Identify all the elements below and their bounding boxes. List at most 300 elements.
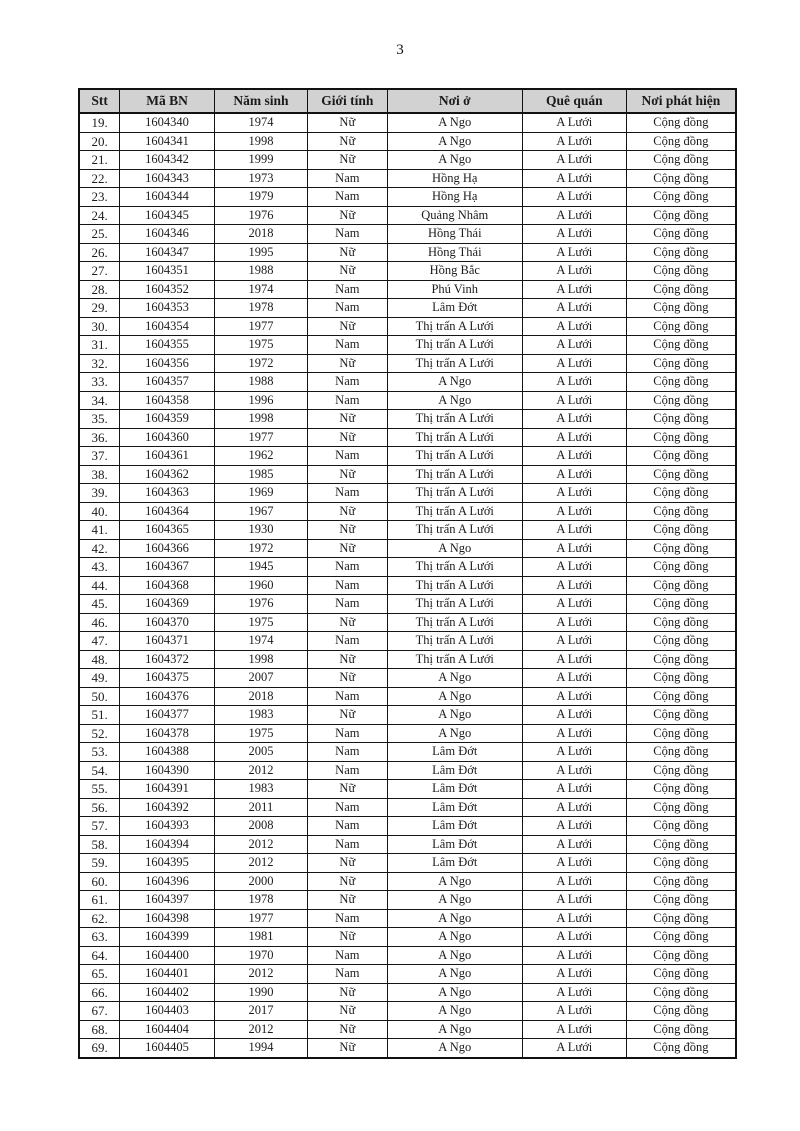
cell-noi-phat-hien: Cộng đồng	[626, 706, 736, 725]
cell-que-quan: A Lưới	[522, 113, 626, 132]
cell-nam-sinh: 1988	[214, 262, 307, 281]
cell-nam-sinh: 1974	[214, 113, 307, 132]
cell-que-quan: A Lưới	[522, 280, 626, 299]
cell-noi-o: Thị trấn A Lưới	[387, 317, 522, 336]
table-row	[79, 613, 736, 632]
cell-nam-sinh: 1978	[214, 891, 307, 910]
cell-ma-bn: 1604346	[120, 225, 215, 244]
cell-que-quan: A Lưới	[522, 650, 626, 669]
cell-stt: 63.	[79, 928, 120, 947]
cell-nam-sinh: 2011	[214, 798, 307, 817]
table-row	[79, 706, 736, 725]
cell-noi-phat-hien: Cộng đồng	[626, 872, 736, 891]
cell-noi-o: A Ngo	[387, 151, 522, 170]
cell-gioi-tinh: Nữ	[308, 262, 387, 281]
table-row	[79, 317, 736, 336]
cell-noi-o: Hồng Hạ	[387, 169, 522, 188]
cell-ma-bn: 1604394	[120, 835, 215, 854]
cell-ma-bn: 1604403	[120, 1002, 215, 1021]
table-row	[79, 447, 736, 466]
table-row	[79, 891, 736, 910]
cell-noi-phat-hien: Cộng đồng	[626, 632, 736, 651]
cell-nam-sinh: 2017	[214, 1002, 307, 1021]
cell-noi-phat-hien: Cộng đồng	[626, 761, 736, 780]
cell-noi-phat-hien: Cộng đồng	[626, 539, 736, 558]
cell-stt: 40.	[79, 502, 120, 521]
cell-nam-sinh: 2012	[214, 761, 307, 780]
table-row	[79, 1020, 736, 1039]
cell-noi-phat-hien: Cộng đồng	[626, 354, 736, 373]
cell-gioi-tinh: Nữ	[308, 854, 387, 873]
cell-que-quan: A Lưới	[522, 188, 626, 207]
table-row	[79, 872, 736, 891]
cell-stt: 31.	[79, 336, 120, 355]
cell-ma-bn: 1604402	[120, 983, 215, 1002]
cell-noi-o: Thị trấn A Lưới	[387, 558, 522, 577]
cell-noi-phat-hien: Cộng đồng	[626, 835, 736, 854]
cell-nam-sinh: 2012	[214, 1020, 307, 1039]
cell-ma-bn: 1604347	[120, 243, 215, 262]
cell-noi-o: Lâm Đớt	[387, 817, 522, 836]
cell-gioi-tinh: Nữ	[308, 1020, 387, 1039]
cell-gioi-tinh: Nam	[308, 280, 387, 299]
cell-noi-o: A Ngo	[387, 706, 522, 725]
cell-stt: 27.	[79, 262, 120, 281]
cell-nam-sinh: 1995	[214, 243, 307, 262]
cell-noi-o: A Ngo	[387, 965, 522, 984]
cell-stt: 51.	[79, 706, 120, 725]
table-row	[79, 410, 736, 429]
cell-que-quan: A Lưới	[522, 391, 626, 410]
cell-ma-bn: 1604343	[120, 169, 215, 188]
table-row	[79, 169, 736, 188]
cell-stt: 69.	[79, 1039, 120, 1058]
cell-nam-sinh: 1977	[214, 317, 307, 336]
cell-gioi-tinh: Nam	[308, 169, 387, 188]
cell-noi-o: A Ngo	[387, 872, 522, 891]
cell-stt: 47.	[79, 632, 120, 651]
cell-ma-bn: 1604361	[120, 447, 215, 466]
cell-gioi-tinh: Nữ	[308, 613, 387, 632]
cell-gioi-tinh: Nam	[308, 447, 387, 466]
cell-que-quan: A Lưới	[522, 965, 626, 984]
table-row	[79, 835, 736, 854]
cell-gioi-tinh: Nữ	[308, 1039, 387, 1058]
cell-gioi-tinh: Nam	[308, 724, 387, 743]
cell-gioi-tinh: Nữ	[308, 539, 387, 558]
cell-noi-phat-hien: Cộng đồng	[626, 965, 736, 984]
table-row	[79, 595, 736, 614]
cell-que-quan: A Lưới	[522, 687, 626, 706]
cell-ma-bn: 1604358	[120, 391, 215, 410]
cell-stt: 32.	[79, 354, 120, 373]
table-row	[79, 188, 736, 207]
cell-nam-sinh: 2007	[214, 669, 307, 688]
cell-gioi-tinh: Nữ	[308, 151, 387, 170]
table-row	[79, 206, 736, 225]
cell-stt: 42.	[79, 539, 120, 558]
cell-stt: 59.	[79, 854, 120, 873]
patient-list-table	[78, 88, 737, 1059]
cell-noi-phat-hien: Cộng đồng	[626, 113, 736, 132]
cell-noi-o: Lâm Đớt	[387, 835, 522, 854]
cell-noi-o: Lâm Đớt	[387, 299, 522, 318]
cell-noi-phat-hien: Cộng đồng	[626, 817, 736, 836]
header-row	[79, 89, 736, 113]
cell-stt: 45.	[79, 595, 120, 614]
cell-que-quan: A Lưới	[522, 1020, 626, 1039]
cell-stt: 24.	[79, 206, 120, 225]
cell-ma-bn: 1604351	[120, 262, 215, 281]
cell-que-quan: A Lưới	[522, 521, 626, 540]
cell-nam-sinh: 2012	[214, 965, 307, 984]
cell-ma-bn: 1604359	[120, 410, 215, 429]
cell-noi-o: Lâm Đớt	[387, 854, 522, 873]
cell-stt: 20.	[79, 132, 120, 151]
cell-que-quan: A Lưới	[522, 669, 626, 688]
cell-noi-o: Thị trấn A Lưới	[387, 650, 522, 669]
cell-noi-phat-hien: Cộng đồng	[626, 854, 736, 873]
cell-que-quan: A Lưới	[522, 983, 626, 1002]
table-row	[79, 576, 736, 595]
cell-noi-phat-hien: Cộng đồng	[626, 188, 736, 207]
table-body	[79, 113, 736, 1058]
cell-ma-bn: 1604362	[120, 465, 215, 484]
cell-que-quan: A Lưới	[522, 336, 626, 355]
cell-nam-sinh: 1969	[214, 484, 307, 503]
cell-gioi-tinh: Nữ	[308, 113, 387, 132]
table-row	[79, 539, 736, 558]
cell-nam-sinh: 1998	[214, 132, 307, 151]
cell-nam-sinh: 1996	[214, 391, 307, 410]
cell-ma-bn: 1604363	[120, 484, 215, 503]
cell-noi-phat-hien: Cộng đồng	[626, 243, 736, 262]
cell-noi-phat-hien: Cộng đồng	[626, 891, 736, 910]
cell-ma-bn: 1604355	[120, 336, 215, 355]
cell-nam-sinh: 1975	[214, 336, 307, 355]
cell-ma-bn: 1604393	[120, 817, 215, 836]
cell-noi-phat-hien: Cộng đồng	[626, 280, 736, 299]
page-number: 3	[396, 42, 404, 58]
cell-noi-phat-hien: Cộng đồng	[626, 743, 736, 762]
cell-noi-o: Thị trấn A Lưới	[387, 428, 522, 447]
cell-noi-phat-hien: Cộng đồng	[626, 410, 736, 429]
cell-noi-o: Hồng Thái	[387, 225, 522, 244]
cell-que-quan: A Lưới	[522, 428, 626, 447]
cell-noi-phat-hien: Cộng đồng	[626, 502, 736, 521]
cell-noi-o: A Ngo	[387, 928, 522, 947]
cell-gioi-tinh: Nam	[308, 484, 387, 503]
cell-gioi-tinh: Nữ	[308, 780, 387, 799]
cell-noi-o: A Ngo	[387, 909, 522, 928]
cell-que-quan: A Lưới	[522, 447, 626, 466]
cell-nam-sinh: 1975	[214, 724, 307, 743]
cell-gioi-tinh: Nam	[308, 761, 387, 780]
cell-ma-bn: 1604376	[120, 687, 215, 706]
cell-stt: 29.	[79, 299, 120, 318]
cell-nam-sinh: 1930	[214, 521, 307, 540]
table-row	[79, 484, 736, 503]
cell-nam-sinh: 1994	[214, 1039, 307, 1058]
cell-nam-sinh: 2000	[214, 872, 307, 891]
table-row	[79, 650, 736, 669]
cell-noi-o: A Ngo	[387, 539, 522, 558]
cell-noi-phat-hien: Cộng đồng	[626, 983, 736, 1002]
cell-ma-bn: 1604370	[120, 613, 215, 632]
cell-nam-sinh: 1976	[214, 206, 307, 225]
cell-ma-bn: 1604354	[120, 317, 215, 336]
table-row	[79, 965, 736, 984]
cell-nam-sinh: 2008	[214, 817, 307, 836]
cell-que-quan: A Lưới	[522, 410, 626, 429]
cell-stt: 26.	[79, 243, 120, 262]
cell-stt: 38.	[79, 465, 120, 484]
cell-que-quan: A Lưới	[522, 317, 626, 336]
cell-nam-sinh: 1976	[214, 595, 307, 614]
cell-nam-sinh: 1972	[214, 354, 307, 373]
cell-noi-phat-hien: Cộng đồng	[626, 780, 736, 799]
cell-noi-o: Thị trấn A Lưới	[387, 521, 522, 540]
cell-ma-bn: 1604364	[120, 502, 215, 521]
cell-gioi-tinh: Nữ	[308, 521, 387, 540]
table-row	[79, 391, 736, 410]
cell-stt: 60.	[79, 872, 120, 891]
table-row	[79, 724, 736, 743]
cell-noi-o: Thị trấn A Lưới	[387, 410, 522, 429]
cell-noi-phat-hien: Cộng đồng	[626, 928, 736, 947]
cell-que-quan: A Lưới	[522, 613, 626, 632]
cell-stt: 54.	[79, 761, 120, 780]
cell-ma-bn: 1604341	[120, 132, 215, 151]
cell-noi-o: A Ngo	[387, 687, 522, 706]
cell-stt: 68.	[79, 1020, 120, 1039]
cell-que-quan: A Lưới	[522, 502, 626, 521]
cell-que-quan: A Lưới	[522, 539, 626, 558]
cell-noi-o: A Ngo	[387, 132, 522, 151]
cell-ma-bn: 1604405	[120, 1039, 215, 1058]
cell-noi-o: Hồng Hạ	[387, 188, 522, 207]
cell-noi-phat-hien: Cộng đồng	[626, 225, 736, 244]
table-row	[79, 983, 736, 1002]
cell-noi-o: Thị trấn A Lưới	[387, 336, 522, 355]
cell-gioi-tinh: Nữ	[308, 706, 387, 725]
cell-noi-phat-hien: Cộng đồng	[626, 521, 736, 540]
cell-stt: 50.	[79, 687, 120, 706]
column-header-nam-sinh: Năm sinh	[214, 89, 307, 113]
cell-ma-bn: 1604344	[120, 188, 215, 207]
cell-stt: 22.	[79, 169, 120, 188]
cell-stt: 48.	[79, 650, 120, 669]
cell-noi-phat-hien: Cộng đồng	[626, 465, 736, 484]
cell-que-quan: A Lưới	[522, 946, 626, 965]
cell-stt: 28.	[79, 280, 120, 299]
cell-stt: 53.	[79, 743, 120, 762]
cell-noi-phat-hien: Cộng đồng	[626, 262, 736, 281]
cell-stt: 36.	[79, 428, 120, 447]
table-row	[79, 780, 736, 799]
cell-noi-phat-hien: Cộng đồng	[626, 687, 736, 706]
cell-noi-o: Phú Vinh	[387, 280, 522, 299]
cell-noi-phat-hien: Cộng đồng	[626, 576, 736, 595]
cell-ma-bn: 1604400	[120, 946, 215, 965]
cell-gioi-tinh: Nữ	[308, 650, 387, 669]
cell-noi-o: Hồng Thái	[387, 243, 522, 262]
cell-nam-sinh: 1998	[214, 650, 307, 669]
cell-noi-o: Hồng Bắc	[387, 262, 522, 281]
table-row	[79, 669, 736, 688]
cell-que-quan: A Lưới	[522, 1002, 626, 1021]
table-row	[79, 243, 736, 262]
cell-que-quan: A Lưới	[522, 909, 626, 928]
column-header-que-quan: Quê quán	[522, 89, 626, 113]
cell-noi-o: A Ngo	[387, 1020, 522, 1039]
cell-stt: 61.	[79, 891, 120, 910]
cell-nam-sinh: 1979	[214, 188, 307, 207]
cell-ma-bn: 1604357	[120, 373, 215, 392]
table-row	[79, 262, 736, 281]
cell-stt: 64.	[79, 946, 120, 965]
cell-gioi-tinh: Nam	[308, 299, 387, 318]
cell-gioi-tinh: Nữ	[308, 983, 387, 1002]
table-row	[79, 132, 736, 151]
cell-nam-sinh: 1975	[214, 613, 307, 632]
cell-ma-bn: 1604365	[120, 521, 215, 540]
cell-ma-bn: 1604395	[120, 854, 215, 873]
cell-nam-sinh: 1998	[214, 410, 307, 429]
cell-que-quan: A Lưới	[522, 465, 626, 484]
cell-noi-phat-hien: Cộng đồng	[626, 391, 736, 410]
cell-gioi-tinh: Nữ	[308, 502, 387, 521]
cell-stt: 33.	[79, 373, 120, 392]
cell-que-quan: A Lưới	[522, 706, 626, 725]
cell-noi-phat-hien: Cộng đồng	[626, 317, 736, 336]
cell-gioi-tinh: Nam	[308, 595, 387, 614]
cell-noi-phat-hien: Cộng đồng	[626, 1039, 736, 1058]
cell-stt: 56.	[79, 798, 120, 817]
cell-stt: 21.	[79, 151, 120, 170]
cell-noi-o: Thị trấn A Lưới	[387, 354, 522, 373]
cell-que-quan: A Lưới	[522, 132, 626, 151]
cell-ma-bn: 1604377	[120, 706, 215, 725]
cell-noi-phat-hien: Cộng đồng	[626, 132, 736, 151]
cell-noi-o: Thị trấn A Lưới	[387, 484, 522, 503]
cell-nam-sinh: 1974	[214, 632, 307, 651]
cell-nam-sinh: 2012	[214, 854, 307, 873]
cell-gioi-tinh: Nữ	[308, 669, 387, 688]
cell-que-quan: A Lưới	[522, 780, 626, 799]
cell-noi-o: Lâm Đớt	[387, 743, 522, 762]
cell-gioi-tinh: Nam	[308, 558, 387, 577]
cell-nam-sinh: 1985	[214, 465, 307, 484]
cell-noi-o: Lâm Đớt	[387, 798, 522, 817]
cell-noi-phat-hien: Cộng đồng	[626, 946, 736, 965]
cell-noi-o: A Ngo	[387, 1002, 522, 1021]
cell-gioi-tinh: Nữ	[308, 465, 387, 484]
cell-gioi-tinh: Nữ	[308, 872, 387, 891]
cell-que-quan: A Lưới	[522, 262, 626, 281]
cell-stt: 41.	[79, 521, 120, 540]
column-header-noi-o: Nơi ở	[387, 89, 522, 113]
cell-gioi-tinh: Nam	[308, 225, 387, 244]
table-row	[79, 354, 736, 373]
cell-stt: 58.	[79, 835, 120, 854]
cell-noi-o: Thị trấn A Lưới	[387, 447, 522, 466]
cell-gioi-tinh: Nam	[308, 188, 387, 207]
cell-ma-bn: 1604360	[120, 428, 215, 447]
cell-gioi-tinh: Nữ	[308, 891, 387, 910]
cell-gioi-tinh: Nam	[308, 946, 387, 965]
table-row	[79, 798, 736, 817]
table-row	[79, 225, 736, 244]
cell-que-quan: A Lưới	[522, 854, 626, 873]
table-row	[79, 151, 736, 170]
cell-nam-sinh: 1970	[214, 946, 307, 965]
cell-nam-sinh: 1990	[214, 983, 307, 1002]
cell-ma-bn: 1604398	[120, 909, 215, 928]
cell-gioi-tinh: Nam	[308, 817, 387, 836]
cell-gioi-tinh: Nữ	[308, 410, 387, 429]
cell-noi-phat-hien: Cộng đồng	[626, 447, 736, 466]
cell-ma-bn: 1604369	[120, 595, 215, 614]
cell-stt: 37.	[79, 447, 120, 466]
cell-noi-phat-hien: Cộng đồng	[626, 595, 736, 614]
column-header-gioi-tinh: Giới tính	[308, 89, 387, 113]
cell-ma-bn: 1604345	[120, 206, 215, 225]
cell-noi-phat-hien: Cộng đồng	[626, 428, 736, 447]
cell-gioi-tinh: Nữ	[308, 317, 387, 336]
cell-noi-phat-hien: Cộng đồng	[626, 669, 736, 688]
cell-que-quan: A Lưới	[522, 835, 626, 854]
cell-nam-sinh: 1973	[214, 169, 307, 188]
cell-nam-sinh: 1983	[214, 780, 307, 799]
cell-noi-phat-hien: Cộng đồng	[626, 373, 736, 392]
cell-que-quan: A Lưới	[522, 151, 626, 170]
cell-noi-o: A Ngo	[387, 373, 522, 392]
cell-noi-o: A Ngo	[387, 946, 522, 965]
table-row	[79, 761, 736, 780]
cell-ma-bn: 1604352	[120, 280, 215, 299]
cell-gioi-tinh: Nam	[308, 743, 387, 762]
cell-noi-o: Thị trấn A Lưới	[387, 632, 522, 651]
cell-ma-bn: 1604399	[120, 928, 215, 947]
cell-nam-sinh: 1999	[214, 151, 307, 170]
cell-que-quan: A Lưới	[522, 206, 626, 225]
cell-stt: 30.	[79, 317, 120, 336]
cell-stt: 49.	[79, 669, 120, 688]
cell-nam-sinh: 2005	[214, 743, 307, 762]
cell-noi-phat-hien: Cộng đồng	[626, 558, 736, 577]
cell-noi-o: Thị trấn A Lưới	[387, 576, 522, 595]
table-row	[79, 465, 736, 484]
cell-que-quan: A Lưới	[522, 299, 626, 318]
cell-gioi-tinh: Nam	[308, 576, 387, 595]
table-row	[79, 817, 736, 836]
table-row	[79, 336, 736, 355]
table-row	[79, 854, 736, 873]
table-row	[79, 909, 736, 928]
cell-que-quan: A Lưới	[522, 761, 626, 780]
cell-nam-sinh: 2018	[214, 687, 307, 706]
cell-ma-bn: 1604353	[120, 299, 215, 318]
cell-stt: 46.	[79, 613, 120, 632]
cell-ma-bn: 1604392	[120, 798, 215, 817]
table-row	[79, 743, 736, 762]
cell-stt: 43.	[79, 558, 120, 577]
cell-stt: 44.	[79, 576, 120, 595]
cell-gioi-tinh: Nữ	[308, 928, 387, 947]
table-header	[79, 89, 736, 113]
cell-noi-phat-hien: Cộng đồng	[626, 1020, 736, 1039]
